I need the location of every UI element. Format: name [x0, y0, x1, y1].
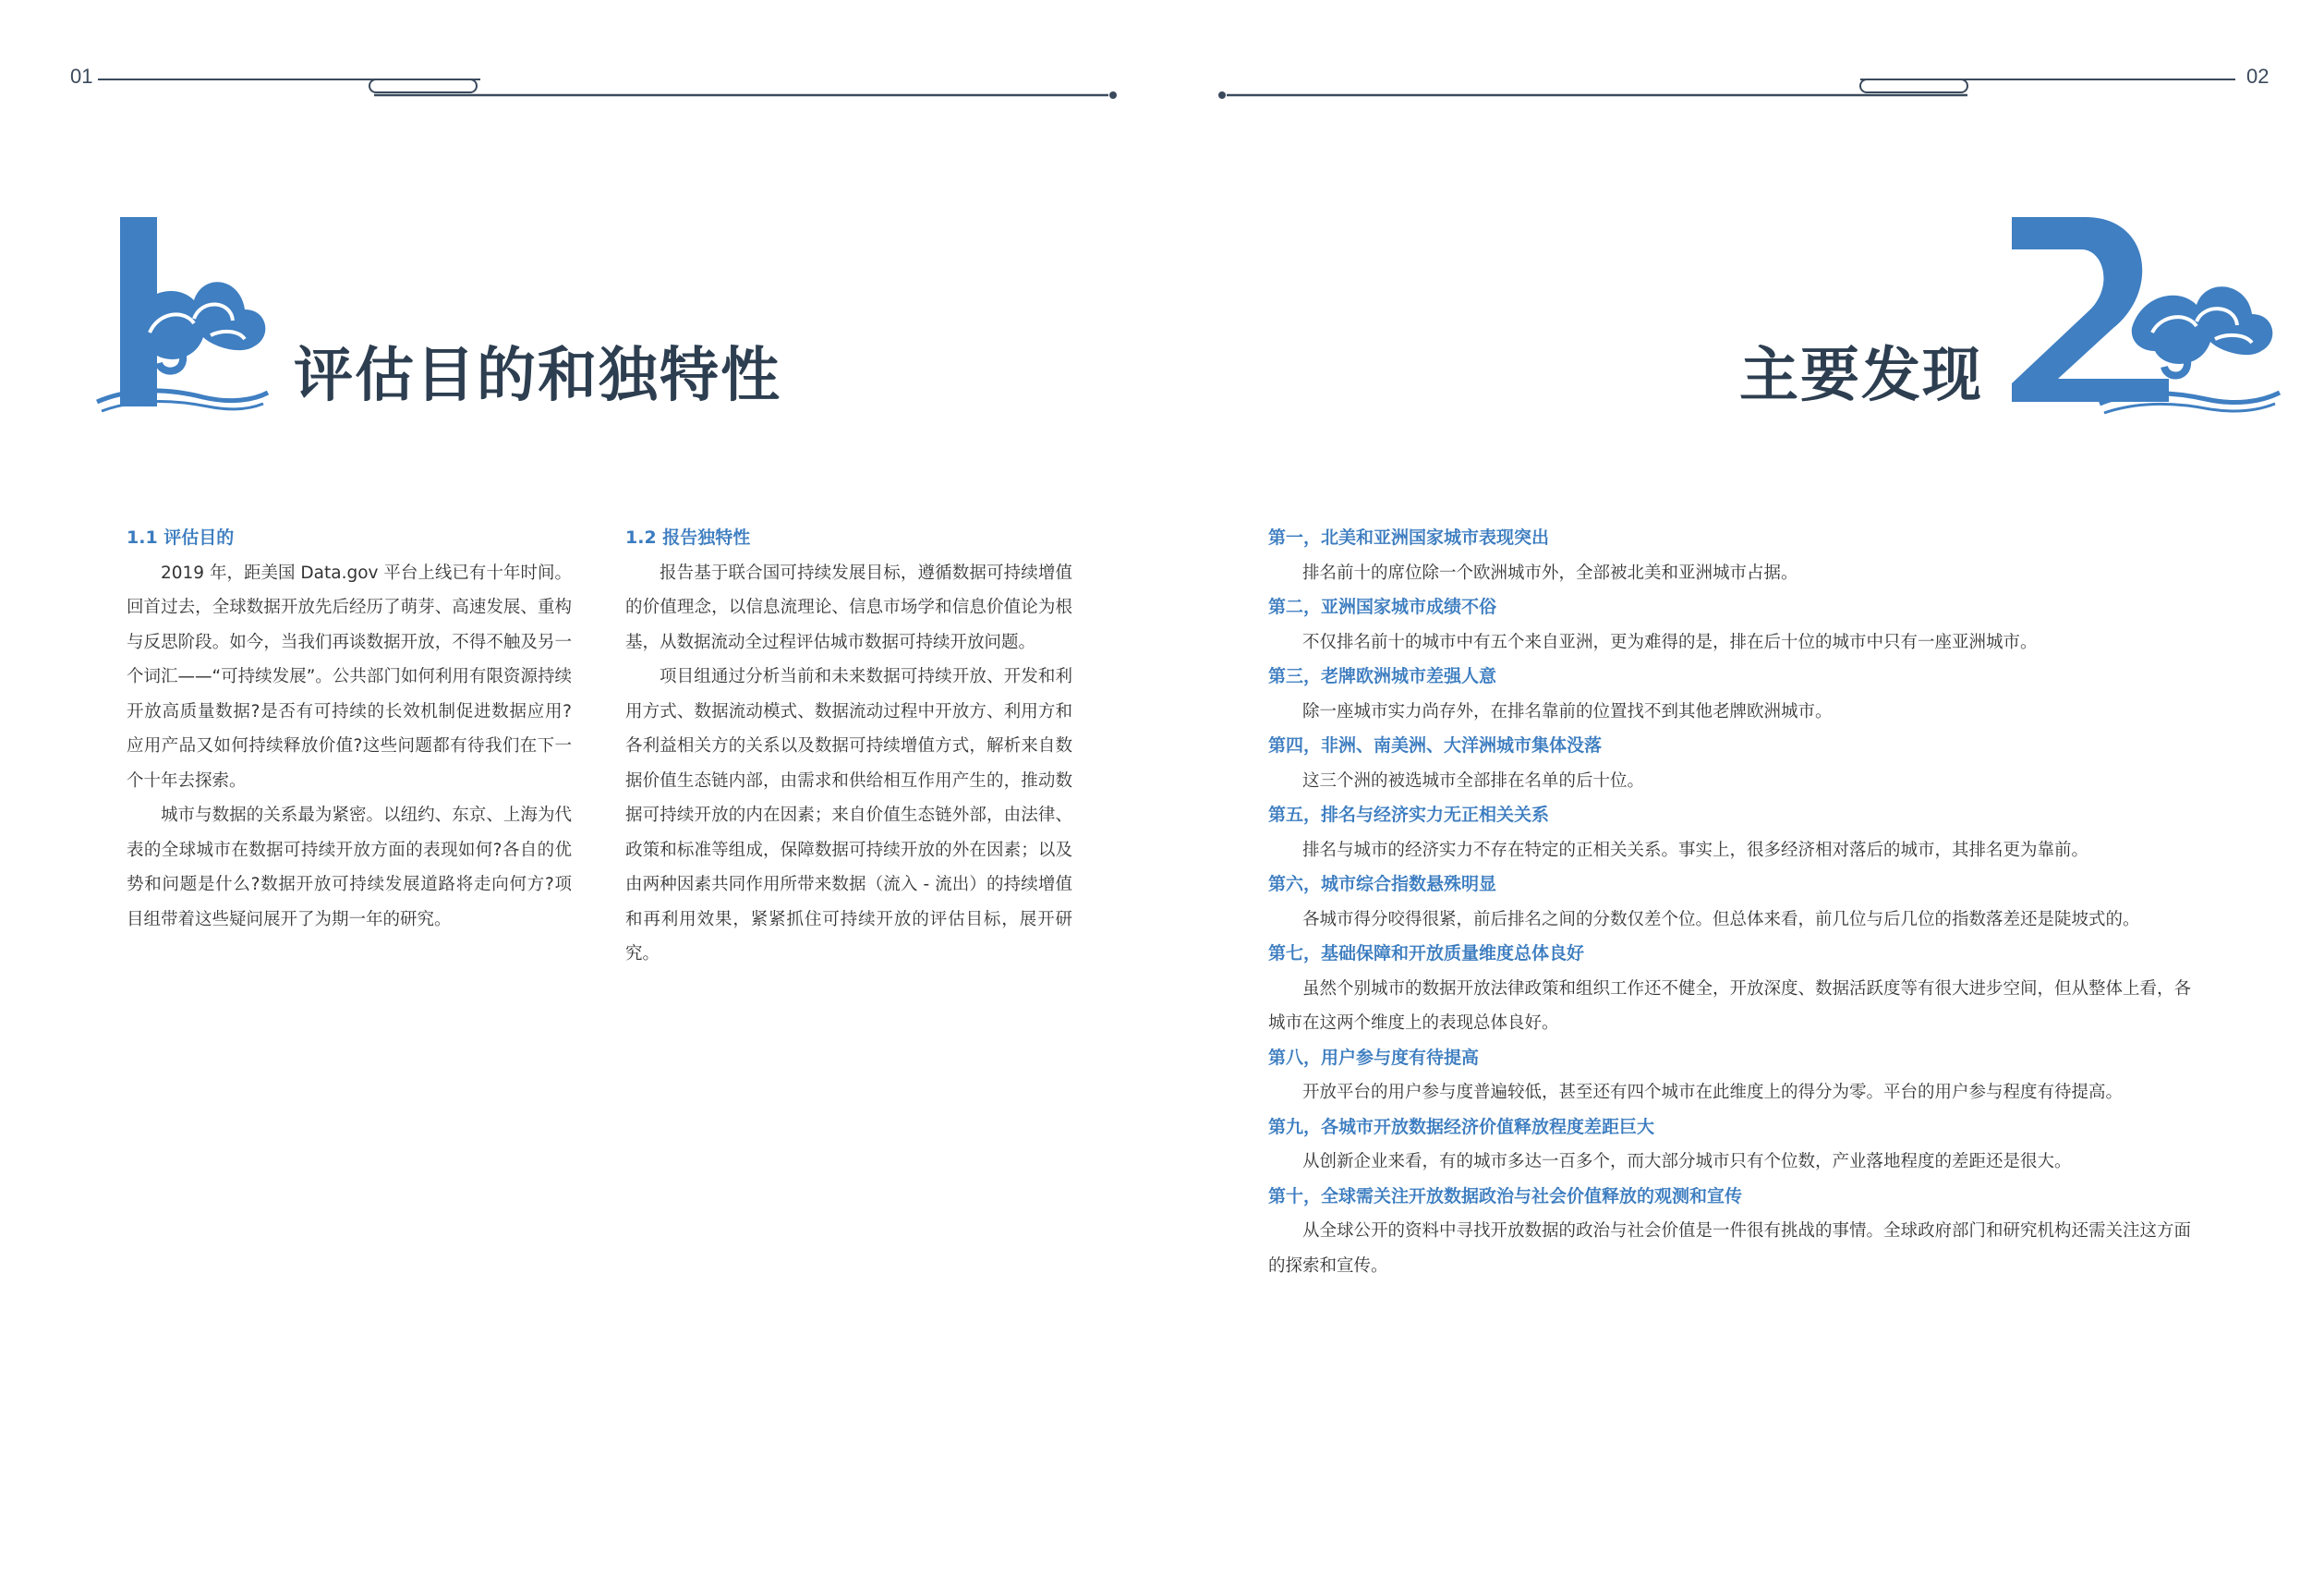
finding-item — [1268, 1041, 2192, 1110]
finding-item — [1268, 937, 2192, 1041]
finding-item — [1268, 798, 2192, 867]
paragraph: 2019 年，距美国 Data.gov 平台上线已有十年时间。回首过去，全球数据开放先后经历了萌芽、高速发展、重构与反思阶段。如今，当我们再谈数据开放，不得不触及另一个词汇——“可持续发展”。公共部门如何利用有限资源持续开放高质量数据?是否有可持续的长效机制促进数据应用?应用产品又如何持续释放价值?这些问题都有待我们在下一个十年去探索。 — [127, 563, 572, 791]
section-title: 主要发现 — [1739, 341, 1983, 410]
finding-body: 从全球公开的资料中寻找开放数据的政治与社会价值是一件很有挑战的事情。全球政府部门和研究机构还需关注这方面的探索和宣传。 — [1268, 1221, 2192, 1276]
chapter-number-2-graphic — [1993, 208, 2298, 420]
paragraph: 项目组通过分析当前和未来数据可持续开放、开发和利用方式、数据流动模式、数据流动过程中开放方、利用方和各利益相关方的关系以及数据可持续增值方式，解析来自数据价值生态链内部，由需求和供给相互作用产生的，推动数据可持续开放的内在因素；来自价值生态链外部，由法律、政策和标准等组成，保障数据可持续开放的外在因素；以及由两种因素共同作用所带来数据（流入 - 流出）的持续增值和再利用效果，紧紧抓住可持续开放的评估目标，展开研究。 — [625, 667, 1072, 964]
header-rule-decoration — [1162, 0, 2324, 129]
finding-item — [1268, 1180, 2192, 1284]
paragraph: 城市与数据的关系最为紧密。以纽约、东京、上海为代表的全球城市在数据可持续开放方面的表现如何?各自的优势和问题是什么?数据开放可持续发展道路将走向何方?项目组带着这些疑问展开了为期一年的研究。 — [127, 806, 572, 929]
finding-title: 第四，非洲、南美洲、大洋洲城市集体没落 — [1268, 735, 1603, 756]
column-purpose — [127, 521, 572, 937]
finding-body: 不仅排名前十的城市中有五个来自亚洲，更为难得的是，排在后十位的城市中只有一座亚洲城市。 — [1302, 632, 2038, 652]
page-number: 01 — [70, 65, 93, 88]
finding-item — [1268, 660, 2192, 729]
paragraph: 报告基于联合国可持续发展目标，遵循数据可持续增值的价值理念，以信息流理论、信息市场学和信息价值论为根基，从数据流动全过程评估城市数据可持续开放问题。 — [625, 563, 1072, 652]
section-title: 评估目的和独特性 — [294, 341, 781, 410]
finding-item — [1268, 1110, 2192, 1180]
findings-list — [1268, 521, 2192, 1283]
finding-title: 第九，各城市开放数据经济价值释放程度差距巨大 — [1268, 1116, 1655, 1137]
finding-body: 排名与城市的经济实力不存在特定的正相关关系。事实上，很多经济相对落后的城市，其排名更为靠前。 — [1302, 840, 2089, 860]
finding-title: 第三，老牌欧洲城市差强人意 — [1268, 666, 1497, 686]
chapter-number-1-graphic — [92, 208, 277, 420]
finding-item — [1268, 867, 2192, 937]
finding-body: 从创新企业来看，有的城市多达一百多个，而大部分城市只有个位数，产业落地程度的差距还是很大。 — [1302, 1152, 2072, 1171]
finding-item — [1268, 521, 2192, 590]
finding-title: 第十，全球需关注开放数据政治与社会价值释放的观测和宣传 — [1268, 1185, 1743, 1206]
finding-title: 第二，亚洲国家城市成绩不俗 — [1268, 597, 1497, 617]
finding-item — [1268, 729, 2192, 798]
column-uniqueness — [625, 521, 1072, 972]
header-rule-decoration — [0, 0, 1162, 129]
finding-title: 第五，排名与经济实力无正相关关系 — [1268, 805, 1550, 825]
section-heading-1-2: 1.2 报告独特性 — [625, 527, 751, 548]
finding-title: 第六，城市综合指数悬殊明显 — [1268, 874, 1497, 894]
finding-title: 第一，北美和亚洲国家城市表现突出 — [1268, 527, 1550, 548]
finding-body: 这三个洲的被选城市全部排在名单的后十位。 — [1302, 770, 1645, 791]
finding-body: 排名前十的席位除一个欧洲城市外，全部被北美和亚洲城市占据。 — [1302, 563, 1798, 583]
finding-item — [1268, 590, 2192, 660]
page-number: 02 — [2246, 65, 2270, 88]
finding-body: 除一座城市实力尚存外，在排名靠前的位置找不到其他老牌欧洲城市。 — [1302, 701, 1833, 721]
section-heading-1-1: 1.1 评估目的 — [127, 527, 235, 548]
right-page — [1162, 0, 2324, 1588]
finding-title: 第八，用户参与度有待提高 — [1268, 1047, 1480, 1068]
finding-body: 开放平台的用户参与度普遍较低，甚至还有四个城市在此维度上的得分为零。平台的用户参与程度有待提高。 — [1302, 1083, 2124, 1102]
finding-body: 虽然个别城市的数据开放法律政策和组织工作还不健全，开放深度、数据活跃度等有很大进步空间，但从整体上看，各城市在这两个维度上的表现总体良好。 — [1268, 978, 2192, 1033]
finding-body: 各城市得分咬得很紧，前后排名之间的分数仅差个位。但总体来看，前几位与后几位的指数落差还是陡坡式的。 — [1302, 909, 2140, 929]
finding-title: 第七，基础保障和开放质量维度总体良好 — [1268, 943, 1585, 964]
